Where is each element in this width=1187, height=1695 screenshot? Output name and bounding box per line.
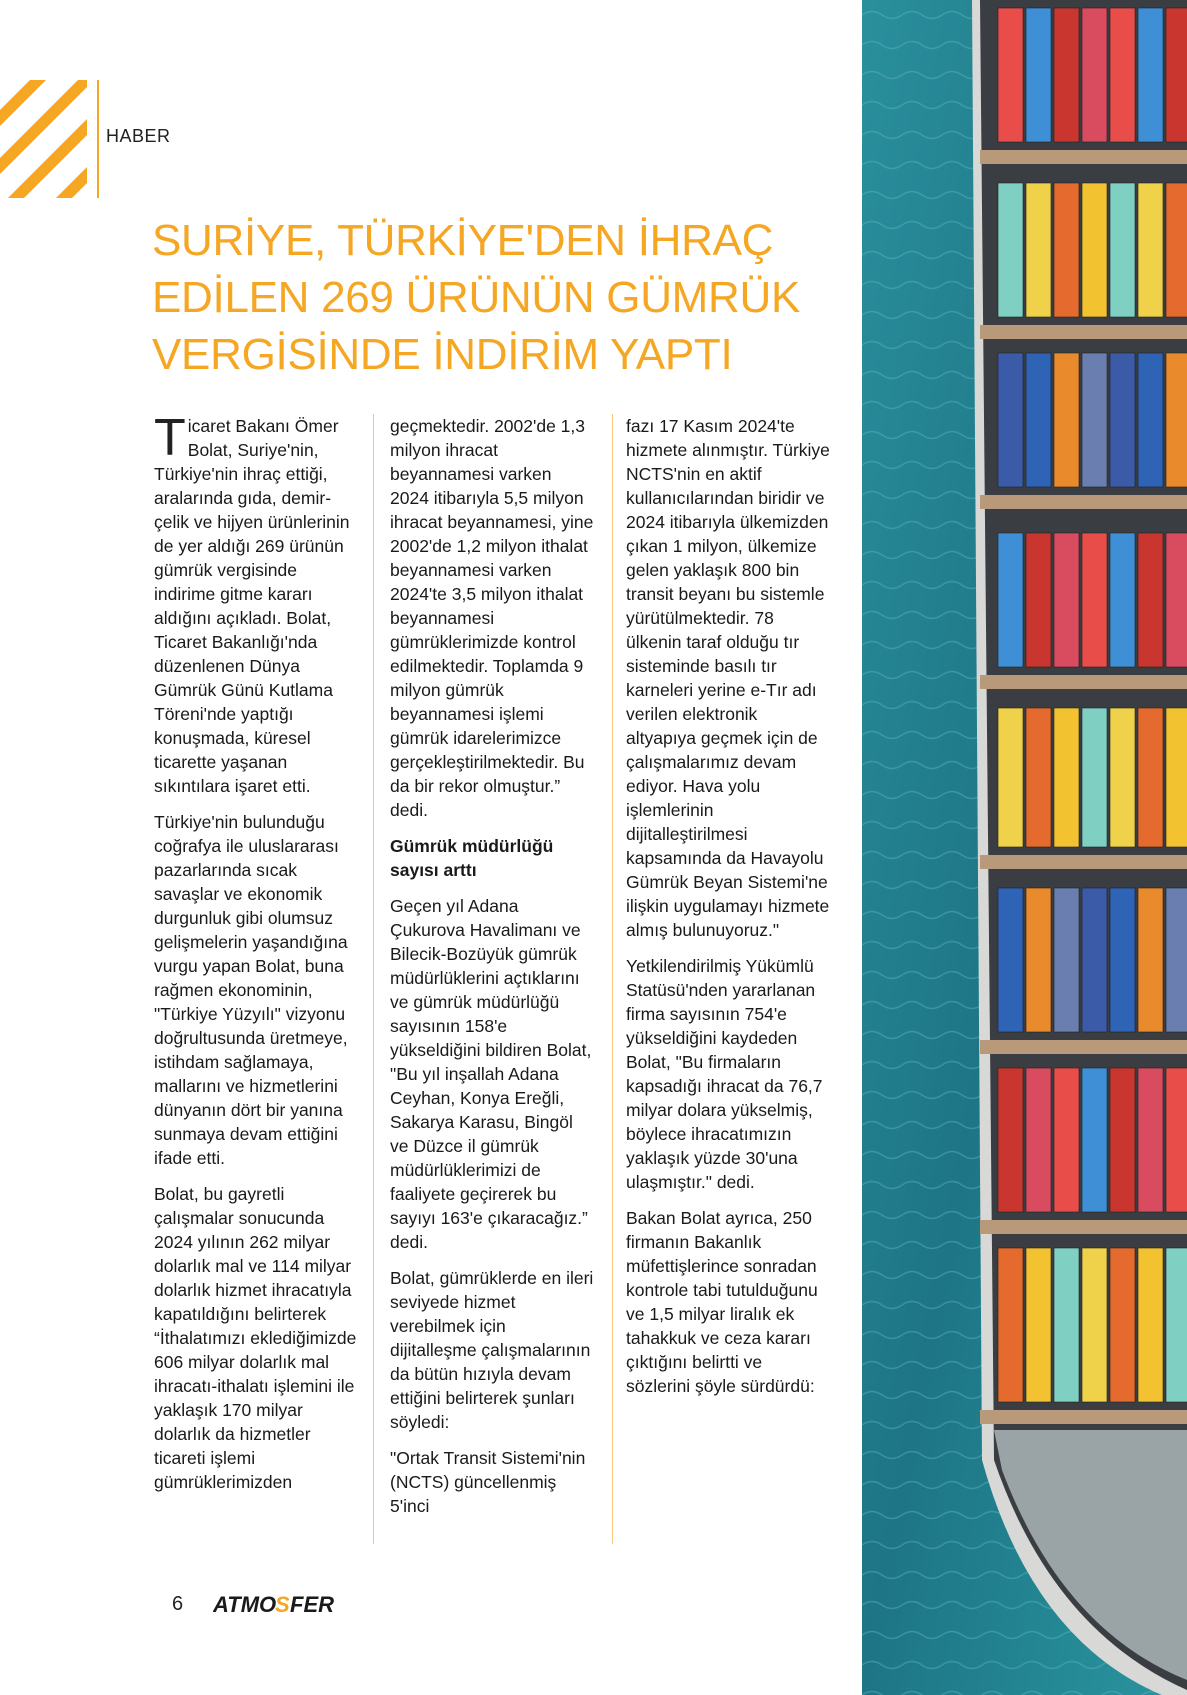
column-divider	[612, 414, 613, 1544]
container	[1166, 183, 1187, 317]
container	[1082, 533, 1107, 667]
page-number: 6	[172, 1593, 184, 1615]
container	[1082, 8, 1107, 142]
paragraph: Bakan Bolat ayrıca, 250 firmanın Bakanlık müfettişlerince sonradan kontrole tabi tutulduğunu ve 1,5 milyar liralık ek tahakkuk ve ceza kararı çıktığını belirtti ve sözlerini şöyle sürdürdü:	[626, 1208, 818, 1396]
paragraph: "Ortak Transit Sistemi'nin (NCTS) güncellenmiş 5'inci	[390, 1448, 586, 1516]
container	[1082, 708, 1107, 847]
container	[998, 8, 1023, 142]
title-line: VERGİSİNDE İNDİRİM YAPTI	[152, 330, 733, 379]
container	[998, 1068, 1023, 1212]
deck-divider	[980, 855, 1187, 869]
container	[1054, 183, 1079, 317]
container	[1166, 1068, 1187, 1212]
magazine-logo	[213, 1583, 339, 1623]
container	[1166, 8, 1187, 142]
article-column-2	[390, 414, 595, 1554]
container	[1082, 1248, 1107, 1402]
container	[1138, 1068, 1163, 1212]
paragraph: Geçen yıl Adana Çukurova Havalimanı ve Bilecik-Bozüyük gümrük müdürlüklerini açtıklarını ve gümrük müdürlüğü sayısının 158'e yükseldiğini bildiren Bolat, "Bu yıl inşallah Adana Ceyhan, Konya Ereğli, Sakarya Karasu, Bingöl ve Düzce il gümrük müdürlüklerimizi de faaliyete geçirerek bu sayıyı 163'e çıkaracağız.” dedi.	[390, 896, 592, 1252]
deck-divider	[980, 675, 1187, 689]
container	[1166, 1248, 1187, 1402]
article-column-1	[154, 414, 359, 1554]
container	[1026, 1248, 1051, 1402]
container	[1166, 708, 1187, 847]
container	[1110, 353, 1135, 487]
container	[1110, 708, 1135, 847]
container	[1026, 8, 1051, 142]
svg-text:S: S	[275, 1592, 290, 1617]
container	[1026, 183, 1051, 317]
container	[1138, 353, 1163, 487]
article-column-3	[626, 414, 831, 1554]
container	[1082, 888, 1107, 1032]
container	[1166, 353, 1187, 487]
container	[1026, 708, 1051, 847]
deck-divider	[980, 150, 1187, 164]
container	[1138, 8, 1163, 142]
container	[1054, 353, 1079, 487]
container	[1026, 533, 1051, 667]
paragraph: geçmektedir. 2002'de 1,3 milyon ihracat beyannamesi varken 2024 itibarıyla 5,5 milyon ihracat beyannamesi, yine 2002'de 1,2 milyon ithalat beyannamesi varken 2024'te 3,5 milyon ithalat beyannamesi gümrüklerimizde kontrol edilmektedir. Toplamda 9 milyon gümrük beyannamesi işlemi gümrük idarelerimizce gerçekleştirilmektedir. Bu da bir rekor olmuştur.” dedi.	[390, 416, 594, 820]
paragraph: Türkiye'nin bulunduğu coğrafya ile uluslararası pazarlarında sıcak savaşlar ve ekonomik durgunluk gibi olumsuz gelişmelerin yaşandığına vurgu yapan Bolat, buna rağmen ekonominin, "Türkiye Yüzyılı" vizyonu doğrultusunda üretmeye, istihdam sağlamaya, mallarını ve hizmetlerini dünyanın dört bir yanına sunmaya devam ettiğini ifade etti.	[154, 812, 348, 1168]
container	[1082, 183, 1107, 317]
container	[1166, 888, 1187, 1032]
svg-text:FER: FER	[290, 1592, 334, 1617]
container	[1026, 1068, 1051, 1212]
container	[1082, 353, 1107, 487]
subheading: Gümrük müdürlüğü sayısı arttı	[390, 836, 554, 880]
container	[1082, 1068, 1107, 1212]
container	[998, 1248, 1023, 1402]
container	[1054, 8, 1079, 142]
container	[1138, 1248, 1163, 1402]
container	[998, 533, 1023, 667]
container	[998, 353, 1023, 487]
deck-divider	[980, 1410, 1187, 1424]
decorative-stripes	[0, 80, 87, 198]
deck-divider	[980, 1220, 1187, 1234]
deck-divider	[980, 495, 1187, 509]
container	[1110, 533, 1135, 667]
paragraph: Yetkilendirilmiş Yükümlü Statüsü'nden yararlanan firma sayısının 754'e yükseldiğini kaydeden Bolat, "Bu firmaların kapsadığı ihracat da 76,7 milyar dolara yükselmiş, böylece ihracatımızın yaklaşık yüzde 30'una ulaşmıştır." dedi.	[626, 956, 823, 1192]
container	[1054, 533, 1079, 667]
container	[1110, 1248, 1135, 1402]
container	[1026, 353, 1051, 487]
container	[1138, 183, 1163, 317]
paragraph: fazı 17 Kasım 2024'te hizmete alınmıştır. Türkiye NCTS'nin en aktif kullanıcılarından biridir ve 2024 itibarıyla ülkemizden çıkan 1 milyon, ülkemize gelen yaklaşık 800 bin transit beyanı bu sistemle yürütülmektedir. 78 ülkenin taraf olduğu tır sisteminde basılı tır karneleri yerine e-Tır adı verilen elektronik altyapıya geçmek için de çalışmalarımız devam ediyor. Hava yolu işlemlerinin dijitalleştirilmesi kapsamında da Havayolu Gümrük Beyan Sistemi'ne ilişkin uygulamayı hizmete almış bulunuyoruz."	[626, 416, 830, 940]
paragraph: Bolat, bu gayretli çalışmalar sonucunda 2024 yılının 262 milyar dolarlık mal ve 114 milyar dolarlık hizmet ihracatıyla kapatıldığını belirterek “İthalatımızı eklediğimizde 606 milyar dolarlık mal ihracatı-ithalatı işlemini ile yaklaşık 170 milyar dolarlık da hizmetler ticareti işlemi gümrüklerimizden	[154, 1184, 357, 1492]
container	[1110, 1068, 1135, 1212]
title-line: EDİLEN 269 ÜRÜNÜN GÜMRÜK	[152, 273, 801, 322]
deck-divider	[980, 325, 1187, 339]
title-line: SURİYE, TÜRKİYE'DEN İHRAÇ	[152, 216, 774, 265]
container	[1138, 708, 1163, 847]
paragraph: Ticaret Bakanı Ömer Bolat, Suriye'nin, Türkiye'nin ihraç ettiği, aralarında gıda, demir-çelik ve hijyen ürünlerinin de yer aldığı 269 ürünün gümrük vergisinde indirime gitme kararı aldığını açıkladı. Bolat, Ticaret Bakanlığı'nda düzenlenen Dünya Gümrük Günü Kutlama Töreni'nde yaptığı konuşmada, küresel ticarette yaşanan sıkıntılara işaret etti.	[154, 414, 350, 796]
section-label: HABER	[106, 126, 171, 146]
section-divider	[97, 80, 99, 198]
container	[998, 183, 1023, 317]
container	[998, 708, 1023, 847]
container	[1054, 708, 1079, 847]
container	[1110, 888, 1135, 1032]
cargo-ship-photo	[862, 0, 1187, 1695]
svg-text:ATMO: ATMO	[213, 1592, 277, 1617]
container	[1054, 1248, 1079, 1402]
container	[1138, 888, 1163, 1032]
article-title	[152, 212, 832, 383]
container	[1166, 533, 1187, 667]
container	[1054, 1068, 1079, 1212]
deck-divider	[980, 1040, 1187, 1054]
container	[1110, 8, 1135, 142]
container	[1054, 888, 1079, 1032]
paragraph: Bolat, gümrüklerde en ileri seviyede hizmet verebilmek için dijitalleşme çalışmalarının da bütün hızıyla devam ettiğini belirterek şunları söyledi:	[390, 1268, 594, 1432]
column-divider	[373, 414, 374, 1544]
container	[1026, 888, 1051, 1032]
drop-cap: T	[154, 414, 186, 467]
container	[1138, 533, 1163, 667]
container	[998, 888, 1023, 1032]
container	[1110, 183, 1135, 317]
